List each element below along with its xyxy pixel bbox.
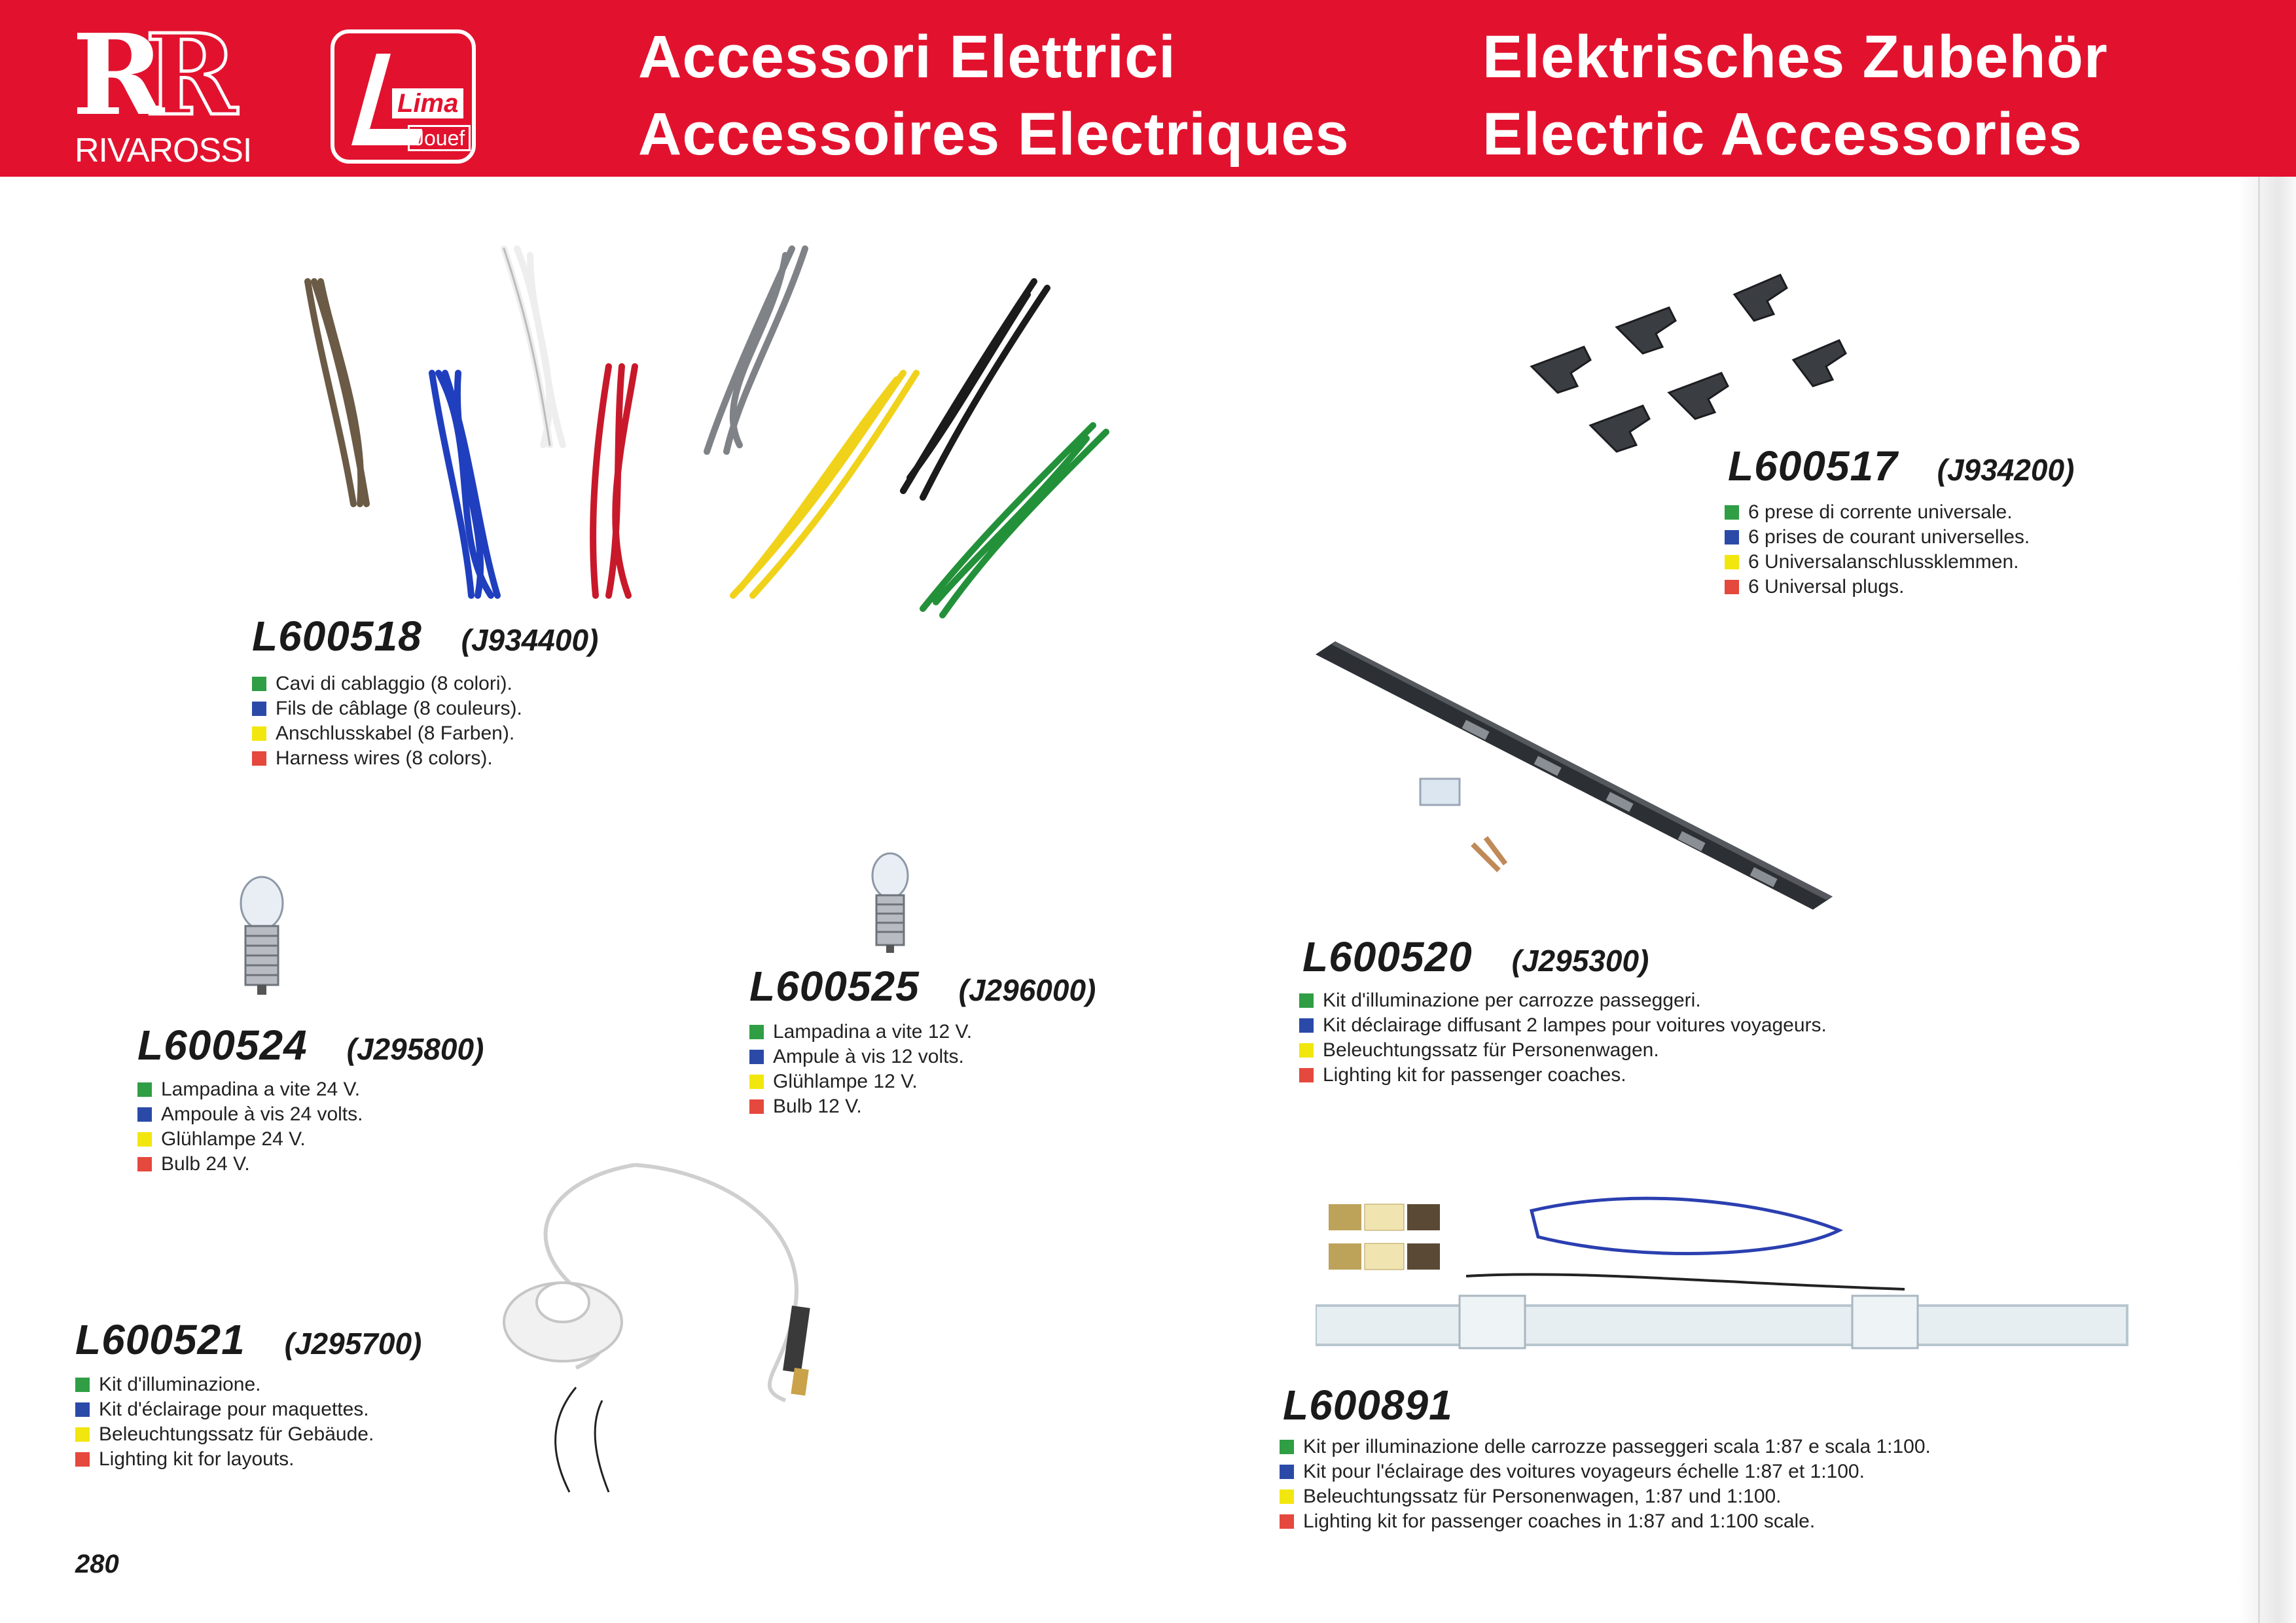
product-description	[1299, 988, 1827, 1088]
wire-bundles-image	[281, 229, 1132, 661]
blue-square-icon	[75, 1402, 90, 1417]
lima-logo	[331, 29, 476, 164]
desc-german: Glühlampe 24 V.	[137, 1127, 363, 1152]
red-square-icon	[1280, 1514, 1294, 1529]
desc-italian: Cavi di cablaggio (8 colori).	[252, 671, 522, 696]
desc-english: Harness wires (8 colors).	[252, 746, 522, 771]
jouef-wordmark: Jouef	[408, 125, 471, 151]
desc-german: Anschlusskabel (8 Farben).	[252, 721, 522, 746]
coach-lighting-kit-1-87-image	[1316, 1191, 2140, 1355]
desc-italian: Kit d'illuminazione per carrozze passeggeri.	[1299, 988, 1827, 1013]
product-code: L600521	[75, 1316, 245, 1363]
product-description	[749, 1020, 972, 1119]
red-square-icon	[1299, 1068, 1314, 1082]
yellow-square-icon	[137, 1132, 152, 1147]
green-square-icon	[1725, 505, 1739, 520]
red-square-icon	[1725, 580, 1739, 594]
product-code: L600524	[137, 1022, 308, 1069]
alt-code: (J295300)	[1511, 944, 1649, 978]
blue-square-icon	[252, 702, 266, 716]
blue-square-icon	[1280, 1465, 1294, 1479]
title-italian: Accessori Elettrici	[638, 24, 1176, 90]
desc-italian: 6 prese di corrente universale.	[1725, 500, 2030, 525]
desc-italian: Lampadina a vite 24 V.	[137, 1077, 363, 1102]
alt-code: (J934200)	[1937, 453, 2075, 487]
red-square-icon	[75, 1452, 90, 1467]
alt-code: (J295800)	[346, 1032, 484, 1066]
desc-english: Bulb 12 V.	[749, 1094, 972, 1119]
desc-english: Bulb 24 V.	[137, 1152, 363, 1177]
product-code-line	[1283, 1381, 1453, 1429]
product-code-line	[1728, 442, 2074, 490]
bulb-12v-image	[864, 851, 916, 955]
product-description	[1280, 1435, 1931, 1534]
desc-english: Lighting kit for passenger coaches in 1:87 and 1:100 scale.	[1280, 1509, 1931, 1534]
blue-square-icon	[1725, 530, 1739, 544]
desc-german: Beleuchtungssatz für Personenwagen, 1:87 und 1:100.	[1280, 1484, 1931, 1509]
desc-italian: Lampadina a vite 12 V.	[749, 1020, 972, 1044]
alt-code: (J295700)	[284, 1327, 422, 1361]
desc-french: Kit d'éclairage pour maquettes.	[75, 1397, 374, 1422]
desc-french: Fils de câblage (8 couleurs).	[252, 696, 522, 721]
product-code-line	[749, 962, 1096, 1010]
yellow-square-icon	[1280, 1489, 1294, 1504]
title-english: Electric Accessories	[1482, 101, 2083, 168]
product-code: L600520	[1302, 933, 1473, 980]
header-banner	[0, 0, 2296, 177]
product-description	[252, 671, 522, 771]
green-square-icon	[1280, 1440, 1294, 1454]
product-code: L600518	[252, 613, 422, 660]
product-description	[75, 1372, 374, 1472]
desc-german: Beleuchtungssatz für Personenwagen.	[1299, 1038, 1827, 1063]
product-description	[137, 1077, 363, 1177]
alt-code: (J296000)	[958, 973, 1096, 1007]
page-number: 280	[75, 1550, 119, 1578]
green-square-icon	[1299, 993, 1314, 1008]
desc-english: 6 Universal plugs.	[1725, 575, 2030, 599]
green-square-icon	[75, 1378, 90, 1392]
product-code-line	[75, 1315, 422, 1364]
product-code: L600517	[1728, 442, 1898, 490]
yellow-square-icon	[75, 1427, 90, 1442]
red-square-icon	[749, 1099, 764, 1114]
product-code-line	[252, 612, 598, 660]
building-lighting-kit-image	[478, 1152, 884, 1518]
yellow-square-icon	[1725, 555, 1739, 569]
title-french: Accessoires Electriques	[638, 101, 1350, 168]
red-square-icon	[137, 1157, 152, 1171]
desc-english: Lighting kit for passenger coaches.	[1299, 1063, 1827, 1088]
product-description	[1725, 500, 2030, 599]
green-square-icon	[137, 1082, 152, 1097]
bulb-24v-image	[232, 874, 291, 998]
red-square-icon	[252, 751, 266, 766]
yellow-square-icon	[749, 1075, 764, 1089]
coach-lighting-strip-image	[1302, 635, 1839, 936]
rivarossi-monogram: RR	[72, 10, 218, 141]
desc-french: Ampoule à vis 24 volts.	[137, 1102, 363, 1127]
title-german: Elektrisches Zubehör	[1482, 24, 2108, 90]
lima-wordmark: Lima	[392, 88, 463, 118]
product-code-line	[1302, 933, 1649, 981]
alt-code: (J934400)	[461, 623, 599, 657]
blue-square-icon	[1299, 1018, 1314, 1033]
green-square-icon	[252, 677, 266, 691]
rivarossi-logo	[72, 10, 268, 170]
blue-square-icon	[749, 1050, 764, 1064]
desc-italian: Kit d'illuminazione.	[75, 1372, 374, 1397]
desc-german: Glühlampe 12 V.	[749, 1069, 972, 1094]
desc-english: Lighting kit for layouts.	[75, 1447, 374, 1472]
page-edge-shadow	[2238, 177, 2296, 1623]
desc-french: 6 prises de courant universelles.	[1725, 525, 2030, 550]
blue-square-icon	[137, 1107, 152, 1122]
green-square-icon	[749, 1025, 764, 1039]
desc-french: Kit déclairage diffusant 2 lampes pour voitures voyageurs.	[1299, 1013, 1827, 1038]
product-code-line	[137, 1021, 484, 1069]
desc-french: Ampule à vis 12 volts.	[749, 1044, 972, 1069]
desc-german: Beleuchtungssatz für Gebäude.	[75, 1422, 374, 1447]
product-code: L600891	[1283, 1382, 1453, 1429]
desc-italian: Kit per illuminazione delle carrozze passeggeri scala 1:87 e scala 1:100.	[1280, 1435, 1931, 1459]
rivarossi-name: RIVAROSSI	[75, 132, 252, 169]
desc-german: 6 Universalanschlussklemmen.	[1725, 550, 2030, 575]
product-code: L600525	[749, 963, 920, 1010]
yellow-square-icon	[1299, 1043, 1314, 1058]
desc-french: Kit pour l'éclairage des voitures voyageurs échelle 1:87 et 1:100.	[1280, 1459, 1931, 1484]
yellow-square-icon	[252, 726, 266, 741]
